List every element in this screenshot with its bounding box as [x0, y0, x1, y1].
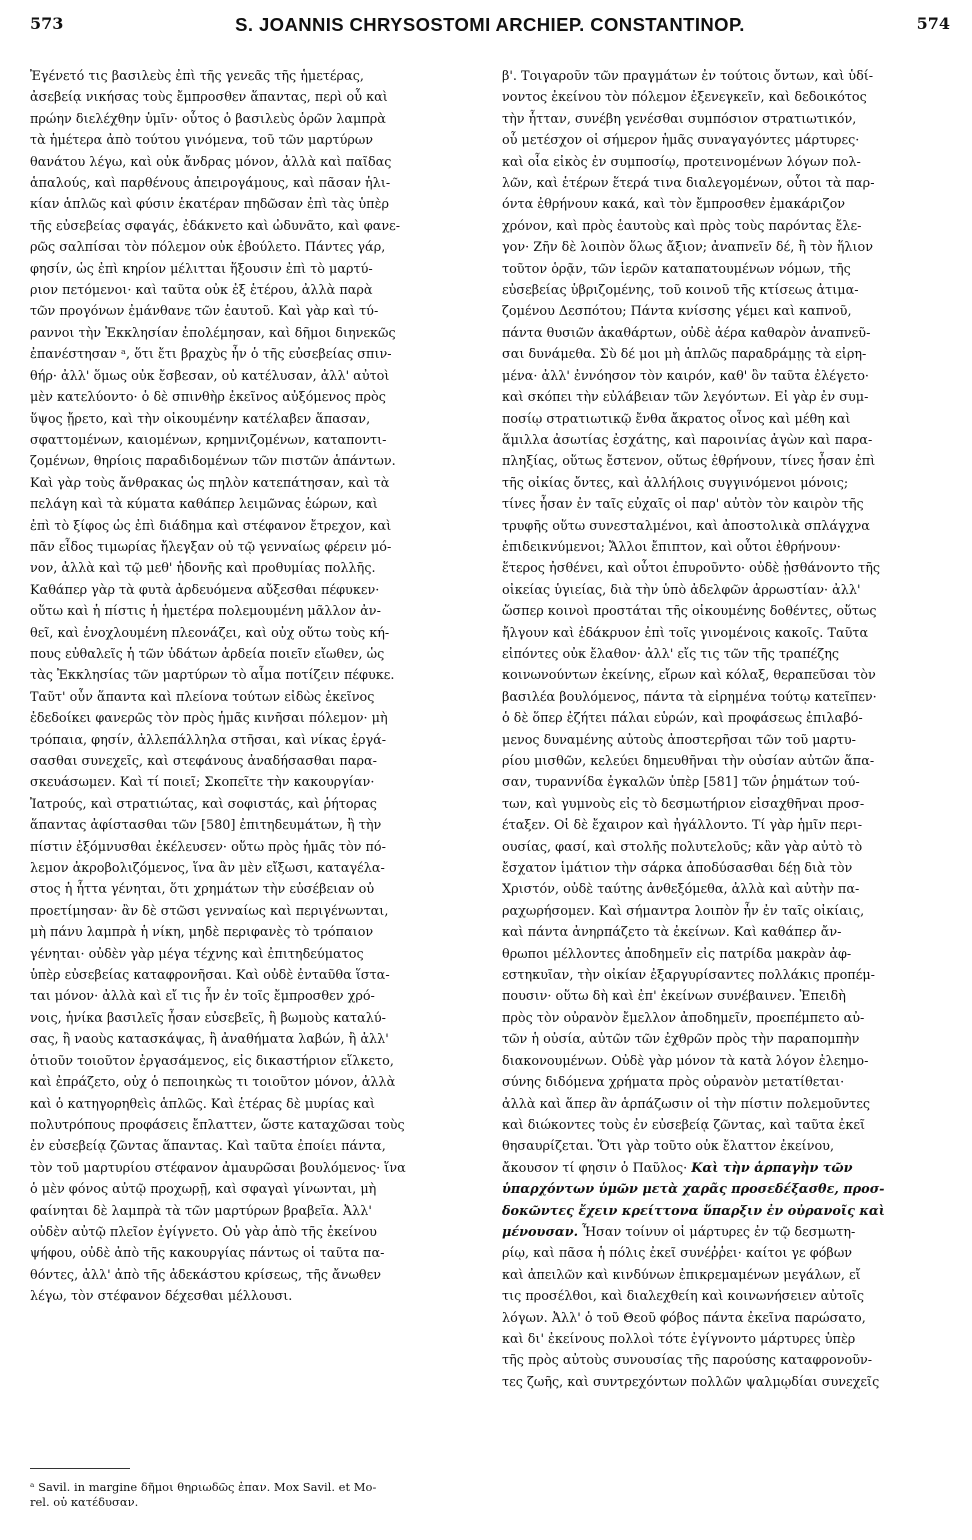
right-column-text [502, 66, 948, 1393]
right-text-part-b: Ἦσαν τοίνυν οἱ μάρτυρες ἐν τῷ δεσμωτη- ρίῳ, καὶ πᾶσα ἡ πόλις ἐκεῖ συνέῤῥει· καίτοι γε φόβων καὶ ἀπειλῶν καὶ κινδύνων ἐπικρεμαμένων μεγάλων, εἴ τις προσέλθοι, καὶ διαλεχθείη καὶ κοινωνήσειεν αὐτοῖς λόγων. Ἀλλ' ὁ τοῦ Θεοῦ φόβος πάντα ἐκεῖνα παρώσατο, καὶ δι' ἐκείνους πολλοὶ τότε ἐγίγνοντο μάρτυρες ὑπὲρ τῆς πρὸς αὐτοὺς συνουσίας τῆς παρούσης καταφρονοῦν- τες ζωῆς, καὶ συντρεχόντων πολλῶν ψαλμῳδίαι συνεχεῖς [502, 1224, 880, 1390]
page-number-right: 574 [916, 14, 950, 33]
right-column [502, 66, 948, 1516]
pauline-quotation: Καὶ τὴν ἁρπαγὴν τῶν ὑπαρχόντων ὑμῶν μετὰ χαρᾶς προσεδέξασθε, προσ- δοκῶντες ἔχειν κρείττονα ὕπαρξιν ἐν οὐρανοῖς καὶ μένουσαν. [502, 1160, 885, 1240]
footnote-text: ᵃ Savil. in margine δῆμοι θηριωδῶς ἐπαν. Mox Savil. et Mo- rel. οὐ κατέδυσαν. [30, 1480, 377, 1509]
running-head: S. JOANNIS CHRYSOSTOMI ARCHIEP. CONSTANTINOP. [235, 14, 745, 35]
page-header [30, 14, 950, 48]
left-column-text: Ἐγένετό τις βασιλεὺς ἐπὶ τῆς γενεᾶς τῆς ἡμετέρας, ἀσεβείᾳ νικήσας τοὺς ἔμπροσθεν ἅπαντας, περὶ οὗ καὶ πρώην διελέχθην ὑμῖν· οὗτος ὁ βασιλεὺς ὁρῶν λαμπρὰ τὰ ἡμέτερα ἀπὸ τούτου γινόμενα, τοῦ τῶν μαρτύρων θανάτου λέγω, καὶ οὐκ ἄνδρας μόνον, ἀλλὰ καὶ παῖδας ἁπαλούς, καὶ παρθένους ἀπειρογάμους, καὶ πᾶσαν ἡλι- κίαν ἁπλῶς καὶ φύσιν ἑκατέραν πηδῶσαν ἐπὶ τὰς ὑπὲρ τῆς εὐσεβείας σφαγάς, ἐδάκνετο καὶ ὠδυνᾶτο, καὶ φανε- ρῶς σαλπίσαι τὸν πόλεμον οὐκ ἐβούλετο. Πάντες γάρ, φησίν, ὡς ἐπὶ κηρίον μέλιτται ἥξουσιν ἐπὶ τὸ μαρτύ- ριον πετόμενοι· καὶ ταῦτα οὐκ ἐξ ἑτέρου, ἀλλὰ παρὰ τῶν προγόνων ἐμάνθανε τῶν ἑαυτοῦ. Καὶ γὰρ καὶ τύ- ραννοι τὴν Ἐκκλησίαν ἐπολέμησαν, καὶ δῆμοι διηνεκῶς ἐπανέστησαν ᵃ, ὅτι ἔτι βραχὺς ἦν ὁ τῆς εὐσεβείας σπιν- θήρ· ἀλλ' ὅμως οὐκ ἔσβεσαν, οὐ κατέλυσαν, ἀλλ' αὐτοὶ μὲν κατελύοντο· ὁ δὲ σπινθὴρ ἐκεῖνος αὐξόμενος πρὸς ὕψος ᾔρετο, καὶ τὴν οἰκουμένην κατέλαβεν ἅπασαν, σφαττομένων, καιομένων, κρημνιζομένων, καταποντι- ζομένων, θηρίοις παραδιδομένων τῶν πιστῶν ἁπάντων. Καὶ γὰρ τοὺς ἄνθρακας ὡς πηλὸν κατεπάτησαν, καὶ τὰ πελάγη καὶ τὰ κύματα καθάπερ λειμῶνας ἑώρων, καὶ ἐπὶ τὸ ξίφος ὡς ἐπὶ διάδημα καὶ στέφανον ἔτρεχον, καὶ πᾶν εἶδος τιμωρίας ἤλεγξαν οὐ τῷ γενναίως φέρειν μό- νον, ἀλλὰ καὶ τῷ μεθ' ἡδονῆς καὶ προθυμίας πολλῆς. Καθάπερ γὰρ τὰ φυτὰ ἀρδευόμενα αὔξεσθαι πέφυκεν· οὕτω καὶ ἡ πίστις ἡ ἡμετέρα πολεμουμένη μᾶλλον ἀν- θεῖ, καὶ ἐνοχλουμένη πλεονάζει, καὶ οὐχ οὕτω τοὺς κή- πους εὐθαλεῖς ἡ τῶν ὑδάτων ἀρδεία ποιεῖν εἴωθεν, ὡς τὰς Ἐκκλησίας τῶν μαρτύρων τὸ αἷμα ποτίζειν πέφυκε. Ταῦτ' οὖν ἅπαντα καὶ πλείονα τούτων εἰδὼς ἐκεῖνος ἐδεδοίκει φανερῶς τὸν πρὸς ἡμᾶς κινῆσαι πόλεμον· μὴ τρόπαια, φησίν, ἀλλεπάλληλα στῆσαι, καὶ νίκας ἐργά- σασθαι συνεχεῖς, καὶ στεφάνους ἀναδήσασθαι παρα- σκευάσωμεν. Καὶ τί ποιεῖ; Σκοπεῖτε τὴν κακουργίαν· Ἰατρούς, καὶ στρατιώτας, καὶ σοφιστάς, καὶ ῥήτορας ἅπαντας ἀφίστασθαι τῶν [580] ἐπιτηδευμάτων, ἢ τὴν πίστιν ἐξόμνυσθαι ἐκέλευσεν· οὕτω πρὸς ἡμᾶς τὸν πό- λεμον ἀκροβολιζόμενος, ἵνα ἂν μὲν εἴξωσι, καταγέλα- στος ἡ ἧττα γένηται, ὅτι χρημάτων τὴν εὐσέβειαν οὐ προετίμησαν· ἂν δὲ στῶσι γενναίως καὶ περιγένωνται, μὴ πάνυ λαμπρὰ ἡ νίκη, μηδὲ περιφανὲς τὸ τρόπαιον γένηται· οὐδὲν γὰρ μέγα τέχνης καὶ ἐπιτηδεύματος ὑπὲρ εὐσεβείας καταφρονῆσαι. Καὶ οὐδὲ ἐνταῦθα ἵστα- ται μόνον· ἀλλὰ καὶ εἴ τις ἦν ἐν τοῖς ἔμπροσθεν χρό- νοις, ἡνίκα βασιλεῖς ἦσαν εὐσεβεῖς, ἢ βωμοὺς καταλύ- σας, ἢ ναοὺς κατασκάψας, ἢ ἀναθήματα λαβών, ἢ ἀλλ' ὁτιοῦν τοιοῦτον ἐργασάμενος, εἰς δικαστήριον εἵλκετο, καὶ ἐπράζετο, οὐχ ὁ πεποιηκὼς τι τοιοῦτον μόνον, ἀλλὰ καὶ ὁ κατηγορηθεὶς ἁπλῶς. Καὶ ἑτέρας δὲ μυρίας καὶ πολυτρόπους προφάσεις ἔπλαττεν, ὥστε καταχῶσαι τοὺς ἐν εὐσεβείᾳ ζῶντας ἅπαντας. Καὶ ταῦτα ἐποίει πάντα, τὸν τοῦ μαρτυρίου στέφανον ἀμαυρῶσαι βουλόμενος· ἵνα ὁ μὲν φόνος αὐτῷ προχωρῇ, καὶ σφαγαὶ γίνωνται, μὴ φαίνηται δὲ λαμπρὰ τὰ τῶν μαρτύρων βραβεῖα. Ἀλλ' οὐδὲν αὐτῷ πλεῖον ἐγίγνετο. Οὐ γὰρ ἀπὸ τῆς ἐκείνου ψήφου, οὐδὲ ἀπὸ τῆς κακουργίας πάντως οἱ ταῦτα πα- θόντες, ἀλλ' ἀπὸ τῆς ἀδεκάστου κρίσεως, τῆς ἄνωθεν λέγω, τὸν στέφανον δέχεσθαι μέλλουσι. [30, 69, 406, 1305]
footnote [30, 1480, 476, 1510]
footnote-divider [30, 1468, 130, 1469]
left-column [30, 66, 476, 1446]
page-number-left: 573 [30, 14, 64, 33]
right-text-part-a: β'. Τοιγαροῦν τῶν πραγμάτων ἐν τούτοις ὄντων, καὶ ὑδί- νοντος ἐκείνου τὸν πόλεμον ἐξενεγκεῖν, καὶ δεδοικότος τὴν ἧτταν, συνέβη γενέσθαι συμπόσιον στρατιωτικόν, οὗ μετέσχον οἱ σήμερον ἡμᾶς συναγαγόντες μάρτυρες· καὶ οἷα εἰκὸς ἐν συμποσίῳ, προτεινομένων λόγων πολ- λῶν, καὶ ἑτέρων ἕτερά τινα διαλεγομένων, οὗτοι τὰ παρ- όντα ἐθρήνουν κακά, καὶ τὸν ἔμπροσθεν ἐμακάριζον χρόνον, καὶ πρὸς ἑαυτοὺς καὶ πρὸς τοὺς παρόντας ἔλε- γον· Ζῆν δὲ λοιπὸν ὅλως ἄξιον; ἀναπνεῖν δέ, ἢ τὸν ἥλιον τοῦτον ὁρᾷν, τῶν ἱερῶν καταπατουμένων νόμων, τῆς εὐσεβείας ὑβριζομένης, τοῦ κοινοῦ τῆς κτίσεως ἀτιμα- ζομένου Δεσπότου; Πάντα κνίσσης γέμει καὶ καπνοῦ, πάντα θυσιῶν ἀκαθάρτων, οὐδὲ ἀέρα καθαρὸν ἀναπνεῦ- σαι δυνάμεθα. Σὺ δέ μοι μὴ ἁπλῶς παραδράμῃς τὰ εἰρη- μένα· ἀλλ' ἐννόησον τὸν καιρόν, καθ' ὃν ταῦτα ἐλέγετο· καὶ σκόπει τὴν εὐλάβειαν τῶν λεγόντων. Εἰ γὰρ ἐν συμ- ποσίῳ στρατιωτικῷ ἔνθα ἄκρατος οἶνος καὶ μέθη καὶ ἅμιλλα ἀσωτίας ἐσχάτης, καὶ παροινίας ἀγὼν καὶ παρα- πληξίας, οὕτως ἔστενον, οὕτως ἐθρήνουν, τίνες ἦσαν ἐπὶ τῆς οἰκίας ὄντες, καὶ ἀλλήλοις συγγινόμενοι μόνοις; τίνες ἦσαν ἐν ταῖς εὐχαῖς οἱ παρ' αὐτὸν τὸν καιρὸν τῆς τρυφῆς οὕτω συνεσταλμένοι, καὶ ἀποστολικὰ σπλάγχνα ἐπιδεικνύμενοι; Ἄλλοι ἔπιπτον, καὶ οὗτοι ἐθρήνουν· ἕτερος ἠσθένει, καὶ οὗτοι ἐπυροῦντο· οὐδὲ ᾐσθάνοντο τῆς οἰκείας ὑγιείας, διὰ τὴν ὑπὸ ἀδελφῶν ἀρρωστίαν· ἀλλ' ὥσπερ κοινοὶ προστάται τῆς οἰκουμένης δοθέντες, οὕτως ἤλγουν καὶ ἐδάκρυον ἐπὶ τοῖς γινομένοις κακοῖς. Ταῦτα εἰπόντες οὐκ ἔλαθον· ἀλλ' εἴς τις τῶν τῆς τραπέζης κοινωνούντων ἐκείνης, εἴρων καὶ κόλαξ, θεραπεῦσαι τὸν βασιλέα βουλόμενος, πάντα τὰ εἰρημένα τούτῳ κατεῖπεν· ὁ δὲ ὅπερ ἐζήτει πάλαι εὑρών, καὶ προφάσεως ἐπιλαβό- μενος δυναμένης αὐτοὺς ἀποστερῆσαι τῶν τοῦ μαρτυ- ρίου μισθῶν, κελεύει δημευθῆναι τὴν οὐσίαν αὐτῶν ἅπα- σαν, τυραννίδα ἐγκαλῶν ὑπὲρ [581] τῶν ῥημάτων τού- των, καὶ γυμνοὺς εἰς τὸ δεσμωτήριον εἰσαχθῆναι προσ- έταξεν. Οἱ δὲ ἔχαιρον καὶ ἠγάλλοντο. Τί γὰρ ἡμῖν περι- ουσίας, φασί, καὶ στολῆς πολυτελοῦς; κἂν γὰρ αὐτὸ τὸ ἔσχατον ἱμάτιον τὴν σάρκα ἀποδύσασθαι δέῃ διὰ τὸν Χριστόν, οὐδὲ ταύτης ἀνθεξόμεθα, ἀλλὰ καὶ αὐτὴν πα- ραχωρήσομεν. Καὶ σήμαντρα λοιπὸν ἦν ἐν ταῖς οἰκίαις, καὶ πάντα ἀνηρπάζετο τὰ ἐκείνων. Καὶ καθάπερ ἄν- θρωποι μέλλοντες ἀποδημεῖν εἰς πατρίδα μακρὰν ἀφ- εστηκυῖαν, τὴν οἰκίαν ἐξαργυρίσαντες πολλάκις προπέμ- πουσιν· οὕτω δὴ καὶ ἐπ' ἐκείνων συνέβαινεν. Ἐπειδὴ πρὸς τὸν οὐρανὸν ἔμελλον ἀποδημεῖν, προεπέμπετο αὐ- τῶν ἡ οὐσία, αὐτῶν τῶν ἐχθρῶν πρὸς τὴν παραπομπὴν διακονουμένων. Οὐδὲ γὰρ μόνον τὰ κατὰ λόγον ἐλεημο- σύνης διδόμενα χρήματα πρὸς οὐρανὸν μετατίθεται· ἀλλὰ καὶ ἅπερ ἂν ἁρπάζωσιν οἱ τὴν πίστιν πολεμοῦντες καὶ διώκοντες τοὺς ἐν εὐσεβείᾳ ζῶντας, καὶ ταῦτα ἐκεῖ θησαυρίζεται. Ὅτι γὰρ τοῦτο οὐκ ἔλαττον ἐκείνου, ἄκουσον τί φησιν ὁ Παῦλος· [502, 69, 881, 1176]
